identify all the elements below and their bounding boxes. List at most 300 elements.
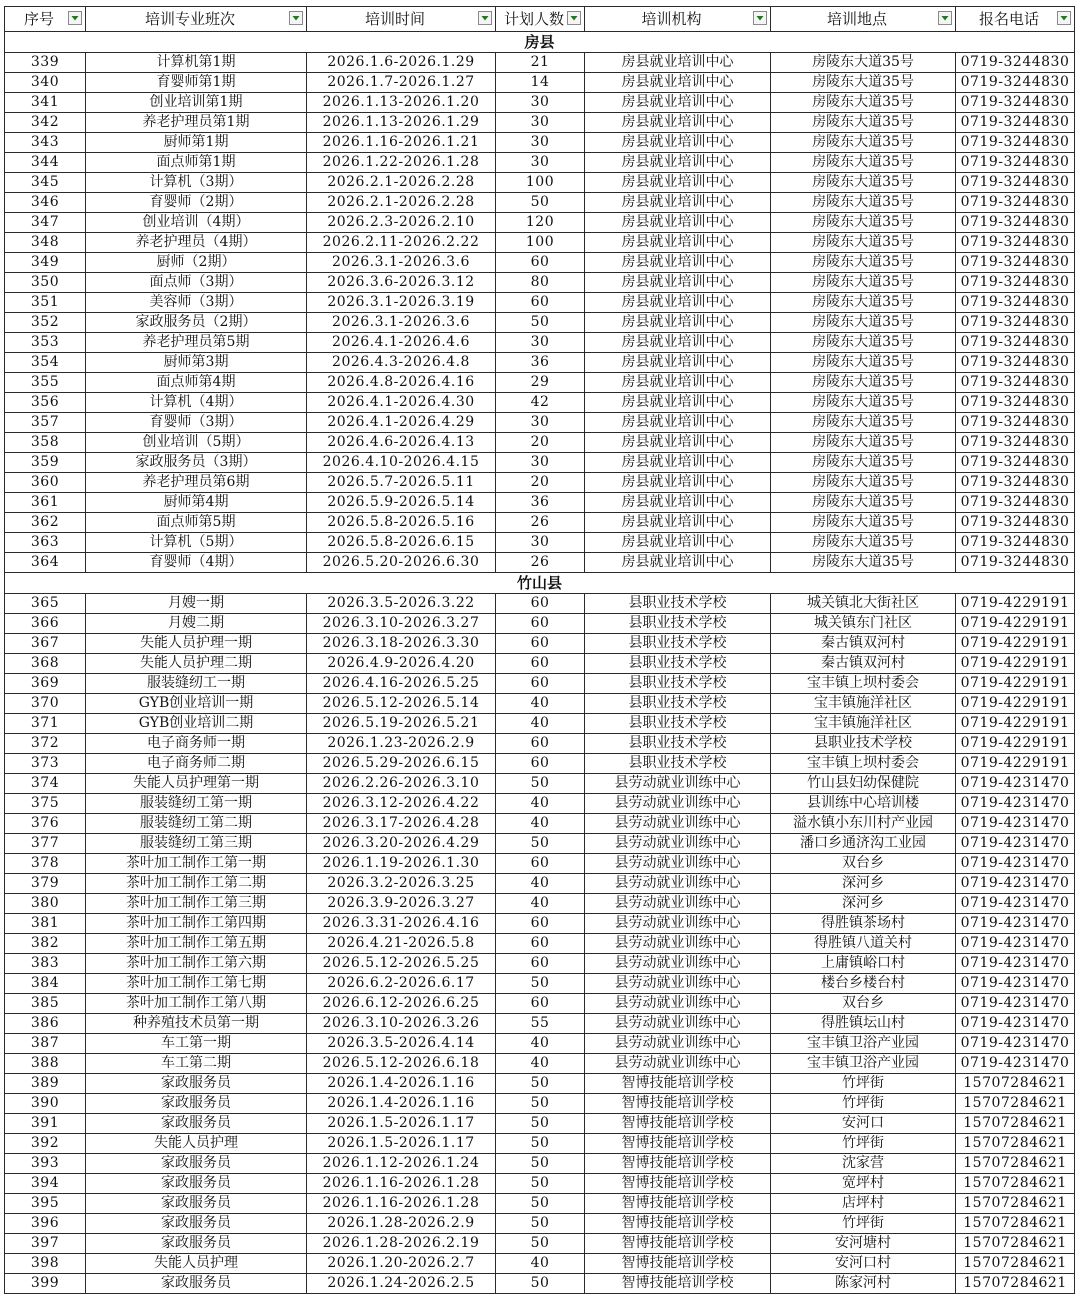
cell-institution[interactable]: 县劳动就业训练中心: [585, 794, 771, 814]
cell-institution[interactable]: 房县就业培训中心: [585, 313, 771, 333]
cell-planned[interactable]: 50: [496, 1154, 585, 1174]
cell-institution[interactable]: 县职业技术学校: [585, 614, 771, 634]
cell-period[interactable]: 2026.2.3-2026.2.10: [307, 213, 496, 233]
cell-period[interactable]: 2026.1.28-2026.2.19: [307, 1234, 496, 1254]
cell-index[interactable]: 343: [5, 133, 86, 153]
cell-course[interactable]: 厨师第4期: [86, 493, 307, 513]
cell-course[interactable]: 服装缝纫工第一期: [86, 794, 307, 814]
cell-period[interactable]: 2026.4.21-2026.5.8: [307, 934, 496, 954]
cell-period[interactable]: 2026.5.7-2026.5.11: [307, 473, 496, 493]
cell-institution[interactable]: 房县就业培训中心: [585, 293, 771, 313]
cell-phone[interactable]: 15707284621: [956, 1094, 1075, 1114]
cell-period[interactable]: 2026.5.29-2026.6.15: [307, 754, 496, 774]
cell-course[interactable]: 家政服务员: [86, 1114, 307, 1134]
cell-period[interactable]: 2026.1.7-2026.1.27: [307, 73, 496, 93]
cell-index[interactable]: 387: [5, 1034, 86, 1054]
cell-phone[interactable]: 0719-3244830: [956, 313, 1075, 333]
cell-planned[interactable]: 40: [496, 794, 585, 814]
cell-location[interactable]: 得胜镇茶场村: [771, 914, 956, 934]
cell-planned[interactable]: 100: [496, 173, 585, 193]
cell-phone[interactable]: 0719-3244830: [956, 253, 1075, 273]
cell-index[interactable]: 388: [5, 1054, 86, 1074]
cell-planned[interactable]: 50: [496, 313, 585, 333]
cell-index[interactable]: 369: [5, 674, 86, 694]
cell-course[interactable]: 养老护理员第6期: [86, 473, 307, 493]
cell-location[interactable]: 房陵东大道35号: [771, 333, 956, 353]
cell-period[interactable]: 2026.1.4-2026.1.16: [307, 1074, 496, 1094]
cell-institution[interactable]: 县职业技术学校: [585, 594, 771, 614]
cell-institution[interactable]: 县劳动就业训练中心: [585, 914, 771, 934]
cell-phone[interactable]: 0719-3244830: [956, 433, 1075, 453]
cell-planned[interactable]: 80: [496, 273, 585, 293]
cell-phone[interactable]: 0719-4231470: [956, 1014, 1075, 1034]
cell-location[interactable]: 房陵东大道35号: [771, 113, 956, 133]
cell-period[interactable]: 2026.2.1-2026.2.28: [307, 193, 496, 213]
cell-phone[interactable]: 0719-4231470: [956, 774, 1075, 794]
cell-location[interactable]: 宝丰镇上坝村委会: [771, 754, 956, 774]
cell-course[interactable]: 茶叶加工制作工第八期: [86, 994, 307, 1014]
cell-institution[interactable]: 县职业技术学校: [585, 694, 771, 714]
cell-institution[interactable]: 智博技能培训学校: [585, 1134, 771, 1154]
cell-course[interactable]: 电子商务师二期: [86, 754, 307, 774]
cell-location[interactable]: 房陵东大道35号: [771, 433, 956, 453]
cell-planned[interactable]: 40: [496, 1054, 585, 1074]
cell-phone[interactable]: 15707284621: [956, 1074, 1075, 1094]
cell-course[interactable]: GYB创业培训一期: [86, 694, 307, 714]
cell-planned[interactable]: 60: [496, 654, 585, 674]
cell-location[interactable]: 房陵东大道35号: [771, 493, 956, 513]
cell-institution[interactable]: 县劳动就业训练中心: [585, 834, 771, 854]
cell-index[interactable]: 368: [5, 654, 86, 674]
cell-location[interactable]: 房陵东大道35号: [771, 453, 956, 473]
cell-course[interactable]: 面点师第1期: [86, 153, 307, 173]
cell-institution[interactable]: 县劳动就业训练中心: [585, 894, 771, 914]
cell-institution[interactable]: 县劳动就业训练中心: [585, 1014, 771, 1034]
cell-course[interactable]: 计算机（5期）: [86, 533, 307, 553]
cell-phone[interactable]: 0719-4231470: [956, 954, 1075, 974]
cell-phone[interactable]: 0719-3244830: [956, 93, 1075, 113]
cell-period[interactable]: 2026.1.4-2026.1.16: [307, 1094, 496, 1114]
cell-location[interactable]: 房陵东大道35号: [771, 353, 956, 373]
cell-institution[interactable]: 县职业技术学校: [585, 714, 771, 734]
cell-institution[interactable]: 房县就业培训中心: [585, 273, 771, 293]
cell-course[interactable]: 失能人员护理第一期: [86, 774, 307, 794]
cell-institution[interactable]: 县劳动就业训练中心: [585, 974, 771, 994]
cell-institution[interactable]: 房县就业培训中心: [585, 453, 771, 473]
cell-phone[interactable]: 0719-3244830: [956, 453, 1075, 473]
cell-index[interactable]: 355: [5, 373, 86, 393]
cell-planned[interactable]: 50: [496, 974, 585, 994]
cell-institution[interactable]: 房县就业培训中心: [585, 533, 771, 553]
cell-institution[interactable]: 县职业技术学校: [585, 674, 771, 694]
cell-location[interactable]: 潘口乡通济沟工业园: [771, 834, 956, 854]
cell-location[interactable]: 房陵东大道35号: [771, 133, 956, 153]
cell-institution[interactable]: 智博技能培训学校: [585, 1174, 771, 1194]
cell-index[interactable]: 344: [5, 153, 86, 173]
cell-planned[interactable]: 40: [496, 714, 585, 734]
cell-period[interactable]: 2026.3.2-2026.3.25: [307, 874, 496, 894]
cell-period[interactable]: 2026.1.23-2026.2.9: [307, 734, 496, 754]
cell-course[interactable]: 家政服务员: [86, 1174, 307, 1194]
cell-planned[interactable]: 60: [496, 614, 585, 634]
cell-planned[interactable]: 55: [496, 1014, 585, 1034]
cell-period[interactable]: 2026.3.5-2026.4.14: [307, 1034, 496, 1054]
cell-phone[interactable]: 0719-3244830: [956, 53, 1075, 73]
cell-course[interactable]: 家政服务员: [86, 1194, 307, 1214]
cell-course[interactable]: 家政服务员: [86, 1074, 307, 1094]
cell-institution[interactable]: 房县就业培训中心: [585, 333, 771, 353]
cell-location[interactable]: 得胜镇八道关村: [771, 934, 956, 954]
cell-phone[interactable]: 0719-3244830: [956, 193, 1075, 213]
cell-planned[interactable]: 60: [496, 914, 585, 934]
cell-location[interactable]: 宝丰镇上坝村委会: [771, 674, 956, 694]
cell-phone[interactable]: 0719-3244830: [956, 393, 1075, 413]
cell-location[interactable]: 房陵东大道35号: [771, 413, 956, 433]
cell-course[interactable]: 育婴师第1期: [86, 73, 307, 93]
cell-institution[interactable]: 房县就业培训中心: [585, 73, 771, 93]
cell-index[interactable]: 384: [5, 974, 86, 994]
cell-period[interactable]: 2026.5.12-2026.5.14: [307, 694, 496, 714]
cell-course[interactable]: 种养殖技术员第一期: [86, 1014, 307, 1034]
cell-period[interactable]: 2026.1.19-2026.1.30: [307, 854, 496, 874]
cell-index[interactable]: 356: [5, 393, 86, 413]
cell-location[interactable]: 宽坪村: [771, 1174, 956, 1194]
cell-location[interactable]: 城关镇北大街社区: [771, 594, 956, 614]
cell-location[interactable]: 深河乡: [771, 894, 956, 914]
cell-course[interactable]: 育婴师（3期）: [86, 413, 307, 433]
cell-index[interactable]: 390: [5, 1094, 86, 1114]
cell-course[interactable]: 服装缝纫工第二期: [86, 814, 307, 834]
cell-period[interactable]: 2026.1.24-2026.2.5: [307, 1274, 496, 1294]
cell-period[interactable]: 2026.1.22-2026.1.28: [307, 153, 496, 173]
cell-planned[interactable]: 50: [496, 774, 585, 794]
cell-phone[interactable]: 0719-4231470: [956, 1034, 1075, 1054]
cell-location[interactable]: 沈家营: [771, 1154, 956, 1174]
cell-planned[interactable]: 60: [496, 674, 585, 694]
cell-phone[interactable]: 0719-3244830: [956, 513, 1075, 533]
cell-phone[interactable]: 0719-4231470: [956, 874, 1075, 894]
cell-index[interactable]: 360: [5, 473, 86, 493]
cell-index[interactable]: 346: [5, 193, 86, 213]
cell-course[interactable]: 茶叶加工制作工第五期: [86, 934, 307, 954]
filter-dropdown-icon[interactable]: [289, 11, 303, 25]
cell-institution[interactable]: 智博技能培训学校: [585, 1234, 771, 1254]
filter-dropdown-icon[interactable]: [753, 11, 767, 25]
cell-index[interactable]: 367: [5, 634, 86, 654]
cell-course[interactable]: 创业培训（5期）: [86, 433, 307, 453]
cell-index[interactable]: 357: [5, 413, 86, 433]
cell-index[interactable]: 365: [5, 594, 86, 614]
cell-institution[interactable]: 县劳动就业训练中心: [585, 774, 771, 794]
cell-phone[interactable]: 0719-4229191: [956, 754, 1075, 774]
cell-phone[interactable]: 15707284621: [956, 1234, 1075, 1254]
cell-location[interactable]: 楼台乡楼台村: [771, 974, 956, 994]
cell-phone[interactable]: 15707284621: [956, 1254, 1075, 1274]
cell-location[interactable]: 县职业技术学校: [771, 734, 956, 754]
cell-planned[interactable]: 60: [496, 253, 585, 273]
cell-planned[interactable]: 60: [496, 954, 585, 974]
cell-planned[interactable]: 30: [496, 133, 585, 153]
cell-index[interactable]: 386: [5, 1014, 86, 1034]
cell-planned[interactable]: 50: [496, 1134, 585, 1154]
cell-phone[interactable]: 0719-3244830: [956, 153, 1075, 173]
cell-course[interactable]: 创业培训第1期: [86, 93, 307, 113]
cell-planned[interactable]: 60: [496, 634, 585, 654]
cell-period[interactable]: 2026.5.12-2026.6.18: [307, 1054, 496, 1074]
cell-course[interactable]: 面点师（3期）: [86, 273, 307, 293]
cell-course[interactable]: 计算机（4期）: [86, 393, 307, 413]
cell-institution[interactable]: 县劳动就业训练中心: [585, 1054, 771, 1074]
cell-phone[interactable]: 0719-4231470: [956, 934, 1075, 954]
cell-period[interactable]: 2026.5.12-2026.5.25: [307, 954, 496, 974]
cell-index[interactable]: 395: [5, 1194, 86, 1214]
cell-index[interactable]: 378: [5, 854, 86, 874]
cell-planned[interactable]: 40: [496, 814, 585, 834]
cell-phone[interactable]: 15707284621: [956, 1174, 1075, 1194]
cell-period[interactable]: 2026.6.2-2026.6.17: [307, 974, 496, 994]
filter-dropdown-icon[interactable]: [938, 11, 952, 25]
cell-planned[interactable]: 50: [496, 1214, 585, 1234]
cell-period[interactable]: 2026.2.1-2026.2.28: [307, 173, 496, 193]
cell-location[interactable]: 竹坪街: [771, 1094, 956, 1114]
cell-planned[interactable]: 42: [496, 393, 585, 413]
cell-course[interactable]: 养老护理员第5期: [86, 333, 307, 353]
cell-planned[interactable]: 40: [496, 874, 585, 894]
cell-planned[interactable]: 100: [496, 233, 585, 253]
cell-planned[interactable]: 21: [496, 53, 585, 73]
cell-phone[interactable]: 0719-3244830: [956, 113, 1075, 133]
cell-location[interactable]: 城关镇东门社区: [771, 614, 956, 634]
cell-period[interactable]: 2026.1.16-2026.1.21: [307, 133, 496, 153]
cell-institution[interactable]: 智博技能培训学校: [585, 1274, 771, 1294]
cell-phone[interactable]: 0719-4229191: [956, 734, 1075, 754]
cell-institution[interactable]: 房县就业培训中心: [585, 233, 771, 253]
cell-location[interactable]: 宝丰镇施洋社区: [771, 694, 956, 714]
cell-planned[interactable]: 26: [496, 513, 585, 533]
cell-institution[interactable]: 房县就业培训中心: [585, 473, 771, 493]
cell-planned[interactable]: 30: [496, 113, 585, 133]
cell-index[interactable]: 348: [5, 233, 86, 253]
cell-period[interactable]: 2026.3.17-2026.4.28: [307, 814, 496, 834]
cell-phone[interactable]: 0719-3244830: [956, 553, 1075, 573]
cell-period[interactable]: 2026.1.5-2026.1.17: [307, 1114, 496, 1134]
cell-course[interactable]: 家政服务员: [86, 1274, 307, 1294]
cell-location[interactable]: 秦古镇双河村: [771, 634, 956, 654]
cell-course[interactable]: 厨师第1期: [86, 133, 307, 153]
cell-phone[interactable]: 0719-3244830: [956, 533, 1075, 553]
filter-dropdown-icon[interactable]: [567, 11, 581, 25]
cell-index[interactable]: 374: [5, 774, 86, 794]
cell-institution[interactable]: 房县就业培训中心: [585, 493, 771, 513]
cell-location[interactable]: 房陵东大道35号: [771, 193, 956, 213]
cell-index[interactable]: 361: [5, 493, 86, 513]
cell-index[interactable]: 370: [5, 694, 86, 714]
cell-index[interactable]: 376: [5, 814, 86, 834]
cell-index[interactable]: 364: [5, 553, 86, 573]
group-title[interactable]: 竹山县: [5, 573, 1075, 594]
cell-phone[interactable]: 0719-4231470: [956, 814, 1075, 834]
cell-index[interactable]: 362: [5, 513, 86, 533]
cell-phone[interactable]: 15707284621: [956, 1114, 1075, 1134]
cell-index[interactable]: 399: [5, 1274, 86, 1294]
cell-index[interactable]: 397: [5, 1234, 86, 1254]
cell-planned[interactable]: 50: [496, 1274, 585, 1294]
cell-institution[interactable]: 县劳动就业训练中心: [585, 814, 771, 834]
cell-institution[interactable]: 智博技能培训学校: [585, 1214, 771, 1234]
cell-period[interactable]: 2026.4.3-2026.4.8: [307, 353, 496, 373]
cell-location[interactable]: 房陵东大道35号: [771, 73, 956, 93]
cell-period[interactable]: 2026.5.20-2026.6.30: [307, 553, 496, 573]
cell-location[interactable]: 安河口村: [771, 1254, 956, 1274]
cell-phone[interactable]: 15707284621: [956, 1214, 1075, 1234]
cell-course[interactable]: 车工第一期: [86, 1034, 307, 1054]
cell-phone[interactable]: 0719-3244830: [956, 473, 1075, 493]
cell-institution[interactable]: 房县就业培训中心: [585, 373, 771, 393]
cell-index[interactable]: 339: [5, 53, 86, 73]
cell-period[interactable]: 2026.3.10-2026.3.26: [307, 1014, 496, 1034]
cell-planned[interactable]: 60: [496, 934, 585, 954]
cell-location[interactable]: 县训练中心培训楼: [771, 794, 956, 814]
cell-institution[interactable]: 智博技能培训学校: [585, 1194, 771, 1214]
cell-course[interactable]: 失能人员护理: [86, 1134, 307, 1154]
cell-period[interactable]: 2026.5.19-2026.5.21: [307, 714, 496, 734]
cell-institution[interactable]: 县职业技术学校: [585, 654, 771, 674]
cell-institution[interactable]: 县劳动就业训练中心: [585, 934, 771, 954]
cell-period[interactable]: 2026.1.16-2026.1.28: [307, 1174, 496, 1194]
cell-course[interactable]: 家政服务员（2期）: [86, 313, 307, 333]
cell-institution[interactable]: 房县就业培训中心: [585, 433, 771, 453]
cell-course[interactable]: 失能人员护理一期: [86, 634, 307, 654]
cell-planned[interactable]: 40: [496, 694, 585, 714]
cell-course[interactable]: 月嫂二期: [86, 614, 307, 634]
cell-phone[interactable]: 0719-4231470: [956, 834, 1075, 854]
cell-index[interactable]: 349: [5, 253, 86, 273]
cell-location[interactable]: 房陵东大道35号: [771, 273, 956, 293]
cell-period[interactable]: 2026.4.10-2026.4.15: [307, 453, 496, 473]
cell-course[interactable]: 失能人员护理二期: [86, 654, 307, 674]
cell-location[interactable]: 宝丰镇卫浴产业园: [771, 1034, 956, 1054]
cell-index[interactable]: 396: [5, 1214, 86, 1234]
cell-location[interactable]: 溢水镇小东川村产业园: [771, 814, 956, 834]
cell-course[interactable]: 茶叶加工制作工第二期: [86, 874, 307, 894]
cell-planned[interactable]: 60: [496, 734, 585, 754]
cell-phone[interactable]: 0719-4231470: [956, 974, 1075, 994]
cell-phone[interactable]: 0719-3244830: [956, 133, 1075, 153]
cell-period[interactable]: 2026.1.13-2026.1.20: [307, 93, 496, 113]
cell-phone[interactable]: 0719-3244830: [956, 173, 1075, 193]
cell-course[interactable]: GYB创业培训二期: [86, 714, 307, 734]
cell-course[interactable]: 计算机（3期）: [86, 173, 307, 193]
cell-index[interactable]: 341: [5, 93, 86, 113]
cell-period[interactable]: 2026.3.31-2026.4.16: [307, 914, 496, 934]
cell-course[interactable]: 厨师（2期）: [86, 253, 307, 273]
cell-location[interactable]: 房陵东大道35号: [771, 253, 956, 273]
cell-course[interactable]: 茶叶加工制作工第七期: [86, 974, 307, 994]
cell-planned[interactable]: 40: [496, 1034, 585, 1054]
cell-planned[interactable]: 50: [496, 1194, 585, 1214]
group-title[interactable]: 房县: [5, 32, 1075, 53]
cell-course[interactable]: 计算机第1期: [86, 53, 307, 73]
cell-phone[interactable]: 0719-3244830: [956, 413, 1075, 433]
cell-institution[interactable]: 房县就业培训中心: [585, 513, 771, 533]
cell-location[interactable]: 房陵东大道35号: [771, 213, 956, 233]
cell-location[interactable]: 安河塘村: [771, 1234, 956, 1254]
cell-index[interactable]: 347: [5, 213, 86, 233]
cell-phone[interactable]: 0719-3244830: [956, 333, 1075, 353]
cell-phone[interactable]: 0719-4231470: [956, 914, 1075, 934]
cell-index[interactable]: 373: [5, 754, 86, 774]
cell-course[interactable]: 月嫂一期: [86, 594, 307, 614]
cell-period[interactable]: 2026.4.9-2026.4.20: [307, 654, 496, 674]
cell-index[interactable]: 345: [5, 173, 86, 193]
cell-period[interactable]: 2026.3.9-2026.3.27: [307, 894, 496, 914]
cell-course[interactable]: 面点师第5期: [86, 513, 307, 533]
cell-planned[interactable]: 30: [496, 333, 585, 353]
cell-course[interactable]: 创业培训（4期）: [86, 213, 307, 233]
cell-index[interactable]: 389: [5, 1074, 86, 1094]
cell-location[interactable]: 竹坪街: [771, 1214, 956, 1234]
cell-index[interactable]: 393: [5, 1154, 86, 1174]
cell-phone[interactable]: 15707284621: [956, 1154, 1075, 1174]
cell-course[interactable]: 养老护理员第1期: [86, 113, 307, 133]
cell-location[interactable]: 房陵东大道35号: [771, 93, 956, 113]
cell-period[interactable]: 2026.1.13-2026.1.29: [307, 113, 496, 133]
cell-institution[interactable]: 县职业技术学校: [585, 634, 771, 654]
cell-course[interactable]: 茶叶加工制作工第一期: [86, 854, 307, 874]
cell-planned[interactable]: 30: [496, 533, 585, 553]
cell-planned[interactable]: 50: [496, 1094, 585, 1114]
cell-planned[interactable]: 40: [496, 894, 585, 914]
cell-period[interactable]: 2026.3.18-2026.3.30: [307, 634, 496, 654]
cell-index[interactable]: 379: [5, 874, 86, 894]
cell-course[interactable]: 失能人员护理: [86, 1254, 307, 1274]
cell-course[interactable]: 养老护理员（4期）: [86, 233, 307, 253]
cell-location[interactable]: 双台乡: [771, 854, 956, 874]
cell-institution[interactable]: 房县就业培训中心: [585, 193, 771, 213]
cell-planned[interactable]: 50: [496, 834, 585, 854]
cell-phone[interactable]: 0719-4231470: [956, 994, 1075, 1014]
cell-location[interactable]: 房陵东大道35号: [771, 293, 956, 313]
cell-planned[interactable]: 30: [496, 153, 585, 173]
cell-institution[interactable]: 县职业技术学校: [585, 734, 771, 754]
cell-index[interactable]: 353: [5, 333, 86, 353]
cell-planned[interactable]: 30: [496, 413, 585, 433]
cell-period[interactable]: 2026.5.9-2026.5.14: [307, 493, 496, 513]
cell-phone[interactable]: 0719-3244830: [956, 233, 1075, 253]
cell-phone[interactable]: 0719-4229191: [956, 654, 1075, 674]
cell-location[interactable]: 竹坪街: [771, 1134, 956, 1154]
cell-period[interactable]: 2026.1.6-2026.1.29: [307, 53, 496, 73]
cell-planned[interactable]: 14: [496, 73, 585, 93]
cell-period[interactable]: 2026.2.26-2026.3.10: [307, 774, 496, 794]
cell-location[interactable]: 宝丰镇施洋社区: [771, 714, 956, 734]
cell-period[interactable]: 2026.1.12-2026.1.24: [307, 1154, 496, 1174]
cell-period[interactable]: 2026.6.12-2026.6.25: [307, 994, 496, 1014]
cell-institution[interactable]: 县劳动就业训练中心: [585, 874, 771, 894]
cell-index[interactable]: 383: [5, 954, 86, 974]
cell-course[interactable]: 茶叶加工制作工第三期: [86, 894, 307, 914]
cell-location[interactable]: 安河口: [771, 1114, 956, 1134]
cell-index[interactable]: 372: [5, 734, 86, 754]
cell-institution[interactable]: 县劳动就业训练中心: [585, 954, 771, 974]
cell-location[interactable]: 得胜镇坛山村: [771, 1014, 956, 1034]
cell-period[interactable]: 2026.1.5-2026.1.17: [307, 1134, 496, 1154]
cell-institution[interactable]: 智博技能培训学校: [585, 1094, 771, 1114]
cell-planned[interactable]: 50: [496, 1234, 585, 1254]
cell-phone[interactable]: 0719-4231470: [956, 794, 1075, 814]
cell-institution[interactable]: 房县就业培训中心: [585, 253, 771, 273]
cell-course[interactable]: 厨师第3期: [86, 353, 307, 373]
